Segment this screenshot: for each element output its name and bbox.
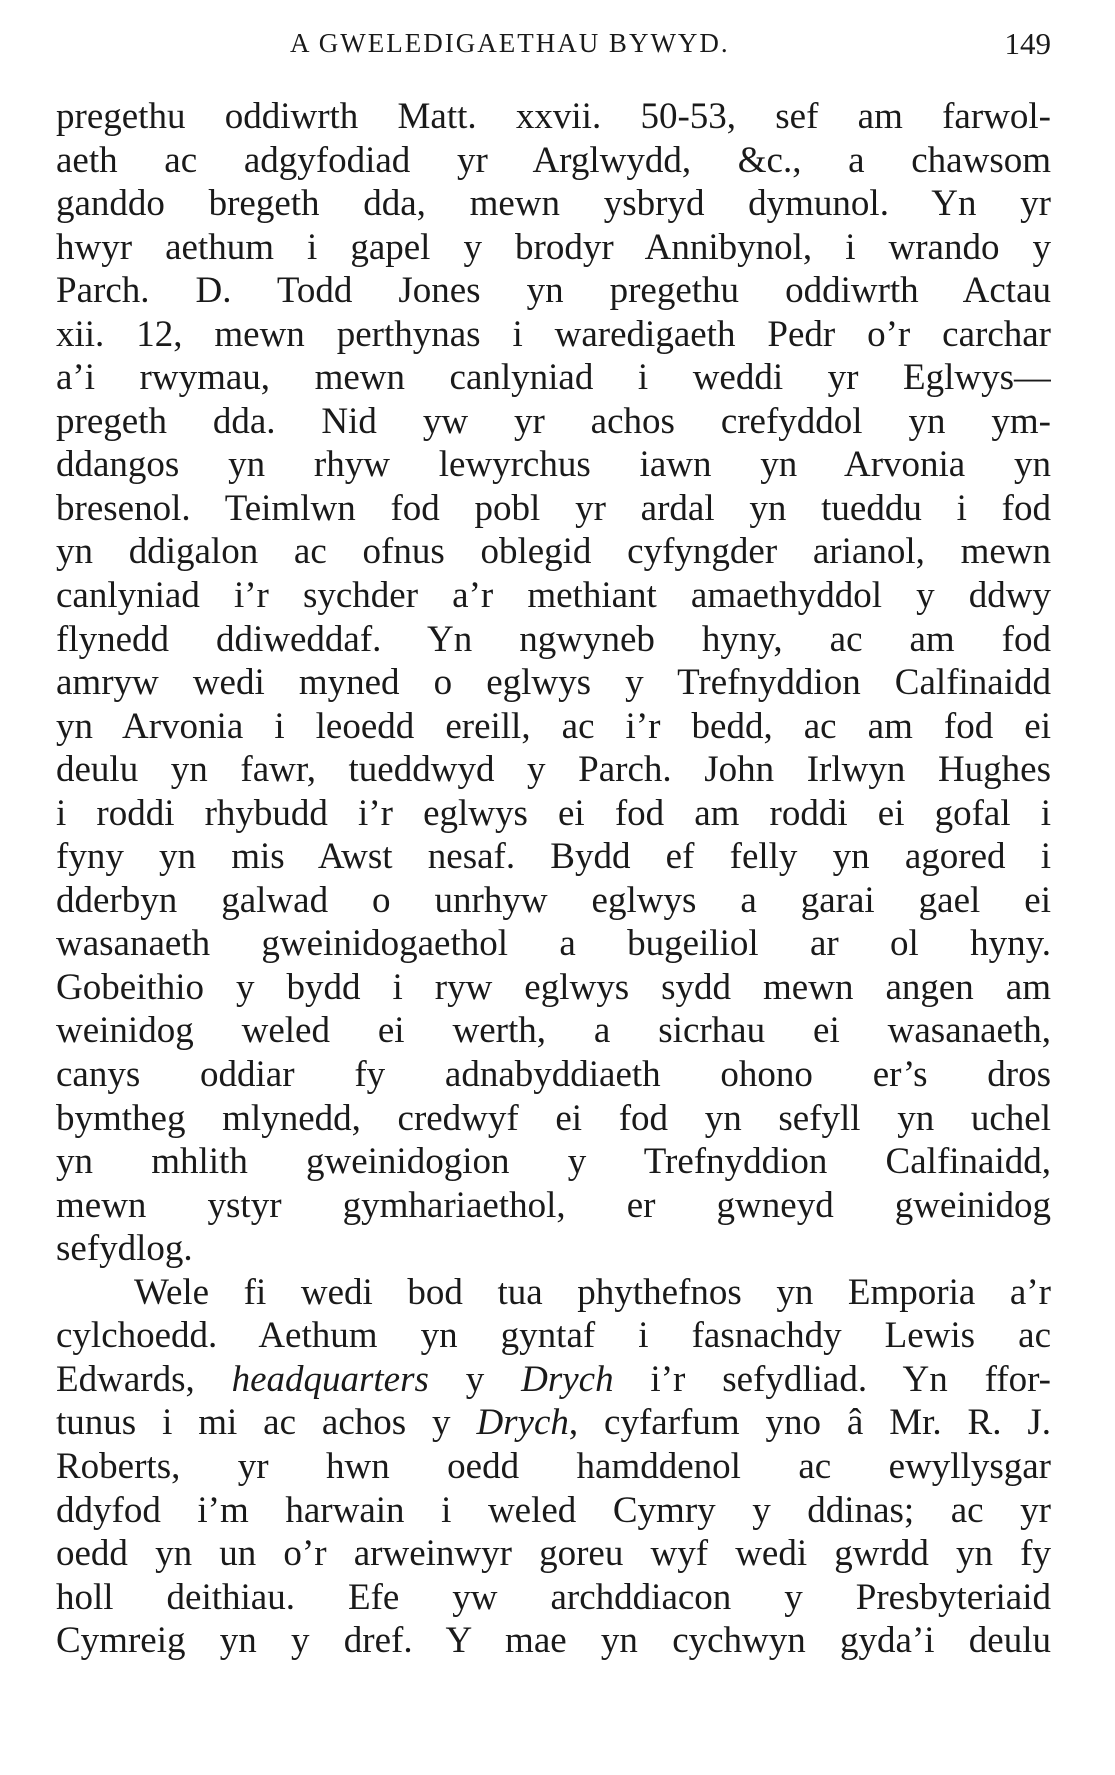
text-line: flynedd ddiweddaf. Yn ngwyneb hyny, ac am fod [56, 618, 1051, 660]
line-text: tunus i mi ac achos y [56, 1402, 477, 1444]
text-line: dderbyn galwad o unrhyw eglwys a garai gael ei [56, 879, 1051, 921]
text-line: ganddo bregeth dda, mewn ysbryd dymunol. Yn yr [56, 183, 1051, 225]
text-line: xii. 12, mewn perthynas i waredigaeth Pedr o’r carchar [56, 313, 1051, 355]
running-title: A GWELEDIGAETHAU BYWYD. [290, 28, 730, 58]
text-line: fyny yn mis Awst nesaf. Bydd ef felly yn agored i [56, 836, 1051, 878]
text-line: bresenol. Teimlwn fod pobl yr ardal yn tueddu i fod [56, 487, 1051, 529]
text-line: deulu yn fawr, tueddwyd y Parch. John Irlwyn Hughes [56, 749, 1051, 791]
body-text [56, 95, 1051, 1663]
text-line-with-italics [56, 1401, 1051, 1445]
text-line: hwyr aethum i gapel y brodyr Annibynol, i wrando y [56, 226, 1051, 268]
italic-word: headquarters [231, 1358, 429, 1400]
text-line: pregethu oddiwrth Matt. xxvii. 50-53, sef am farwol- [56, 96, 1051, 137]
text-line: wasanaeth gweinidogaethol a bugeiliol ar ol hyny. [56, 923, 1051, 965]
line-text: Edwards, [56, 1358, 232, 1400]
italic-word: Drych [521, 1358, 614, 1400]
paragraph-end-line: sefydlog. [56, 1228, 193, 1270]
text-line: bymtheg mlynedd, credwyf ei fod yn sefyll yn uchel [56, 1097, 1051, 1139]
text-line: cylchoedd. Aethum yn gyntaf i fasnachdy Lewis ac [56, 1315, 1051, 1357]
text-line: ddyfod i’m harwain i weled Cymry y ddinas; ac yr [56, 1489, 1051, 1531]
text-line: yn ddigalon ac ofnus oblegid cyfyngder arianol, mewn [56, 531, 1051, 573]
text-line: aeth ac adgyfodiad yr Arglwydd, &c., a chawsom [56, 139, 1051, 181]
line-text: i’r sefydliad. Yn ffor- [613, 1358, 1051, 1400]
text-line: canys oddiar fy adnabyddiaeth ohono er’s dros [56, 1054, 1051, 1096]
line-text: , cyfarfum yno â Mr. R. J. [568, 1402, 1051, 1444]
text-line: oedd yn un o’r arweinwyr goreu wyf wedi gwrdd yn fy [56, 1533, 1051, 1575]
text-line: canlyniad i’r sychder a’r methiant amaethyddol y ddwy [56, 575, 1051, 617]
text-line: weinidog weled ei werth, a sicrhau ei wasanaeth, [56, 1010, 1051, 1052]
running-header [0, 28, 1115, 68]
text-line: i roddi rhybudd i’r eglwys ei fod am roddi ei gofal i [56, 792, 1051, 834]
text-line: pregeth dda. Nid yw yr achos crefyddol yn ym- [56, 400, 1051, 442]
text-line: a’i rwymau, mewn canlyniad i weddi yr Eglwys— [56, 357, 1051, 399]
text-line: yn Arvonia i leoedd ereill, ac i’r bedd, ac am fod ei [56, 705, 1051, 747]
text-line: amryw wedi myned o eglwys y Trefnyddion Calfinaidd [56, 662, 1051, 704]
text-line: Cymreig yn y dref. Y mae yn cychwyn gyda’i deulu [56, 1620, 1051, 1662]
page-number: 149 [1004, 26, 1051, 61]
text-line: ddangos yn rhyw lewyrchus iawn yn Arvonia yn [56, 444, 1051, 486]
text-line: Roberts, yr hwn oedd hamddenol ac ewyllysgar [56, 1445, 1051, 1487]
text-line: mewn ystyr gymhariaethol, er gwneyd gweinidog [56, 1184, 1051, 1226]
italic-word: Drych [476, 1402, 569, 1444]
text-line: Parch. D. Todd Jones yn pregethu oddiwrth Actau [56, 270, 1051, 312]
paragraph-start-line: Wele fi wedi bod tua phythefnos yn Emporia a’r [134, 1271, 1051, 1313]
text-line: yn mhlith gweinidogion y Trefnyddion Calfinaidd, [56, 1141, 1051, 1183]
line-text: y [428, 1358, 522, 1400]
text-line: Gobeithio y bydd i ryw eglwys sydd mewn angen am [56, 966, 1051, 1008]
text-line: holl deithiau. Efe yw archddiacon y Presbyteriaid [56, 1576, 1051, 1618]
text-line-with-italics [56, 1358, 1051, 1402]
